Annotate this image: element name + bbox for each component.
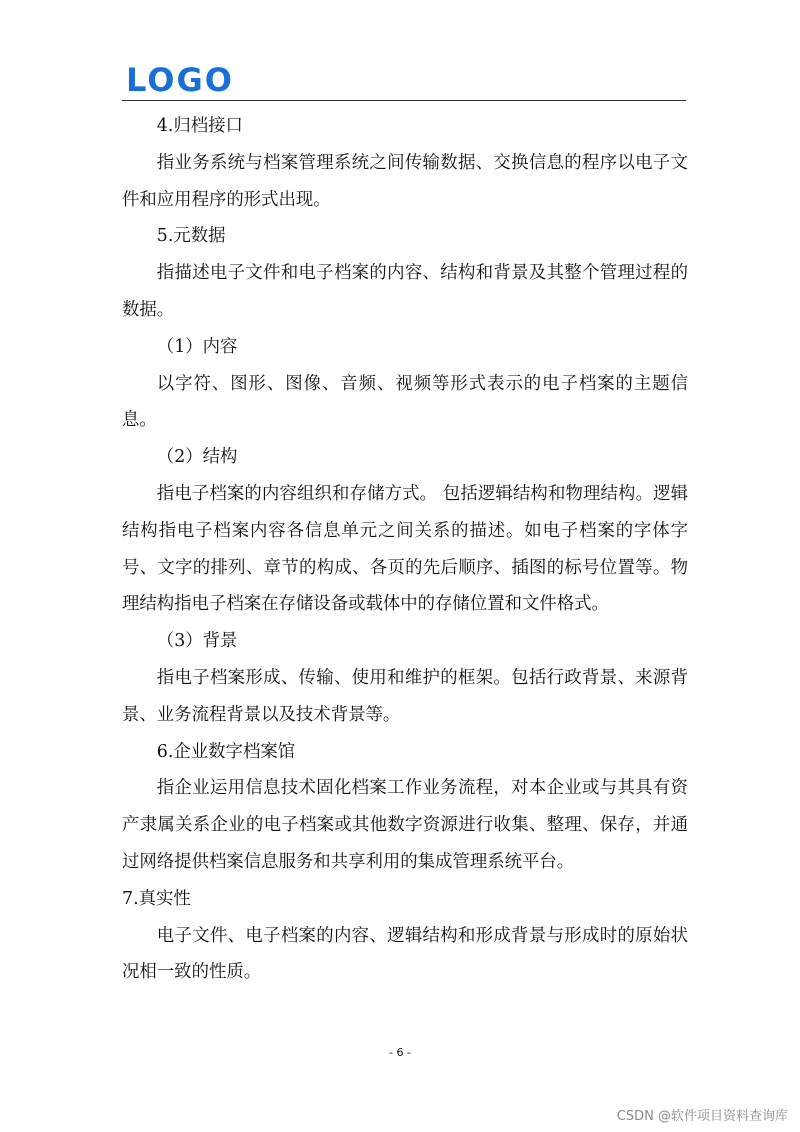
paragraph: 指企业运用信息技术固化档案工作业务流程，对本企业或与其具有资产隶属关系企业的电子档案或其他数字资源进行收集、整理、保存，并通过网络提供档案信息服务和共享利用的集成管理系统平台。 [122,778,688,872]
paragraph: 电子文件、电子档案的内容、逻辑结构和形成背景与形成时的原始状况相一致的性质。 [122,925,688,983]
paragraph: 指描述电子文件和电子档案的内容、结构和背景及其整个管理过程的数据。 [122,263,688,320]
heading-metadata: 5.元数据 [156,226,226,247]
header-divider [122,100,686,101]
paragraph: 指业务系统与档案管理系统之间传输数据、交换信息的程序以电子文件和应用程序的形式出现。 [122,152,688,210]
heading-archive-interface: 4.归档接口 [156,116,243,136]
paragraph: 指电子档案形成、传输、使用和维护的框架。包括行政背景、来源背景、业务流程背景以及技术背景等。 [122,667,688,725]
subheading-structure: （2）结构 [156,447,238,468]
heading-authenticity: 7.真实性 [122,888,191,909]
page-number: - 6 - [389,1046,411,1059]
heading-enterprise-digital-archive: 6.企业数字档案馆 [156,741,296,762]
logo: LOGO [126,61,234,99]
document-body [122,108,688,991]
paragraph: 以字符、图形、图像、音频、视频等形式表示的电子档案的主题信息。 [122,373,688,431]
watermark: CSDN @软件项目资料查询库 [616,1109,788,1124]
subheading-background: （3）背景 [156,631,238,652]
paragraph: 指电子档案的内容组织和存储方式。 包括逻辑结构和物理结构。逻辑结构指电子档案内容各信息单元之间关系的描述。如电子档案的字体字号、文字的排列、章节的构成、各页的先后顺序、插图的标号位置等。物理结构指电子档案在存储设备或载体中的存储位置和文件格式。 [122,483,688,615]
subheading-content: （1）内容 [156,336,238,357]
